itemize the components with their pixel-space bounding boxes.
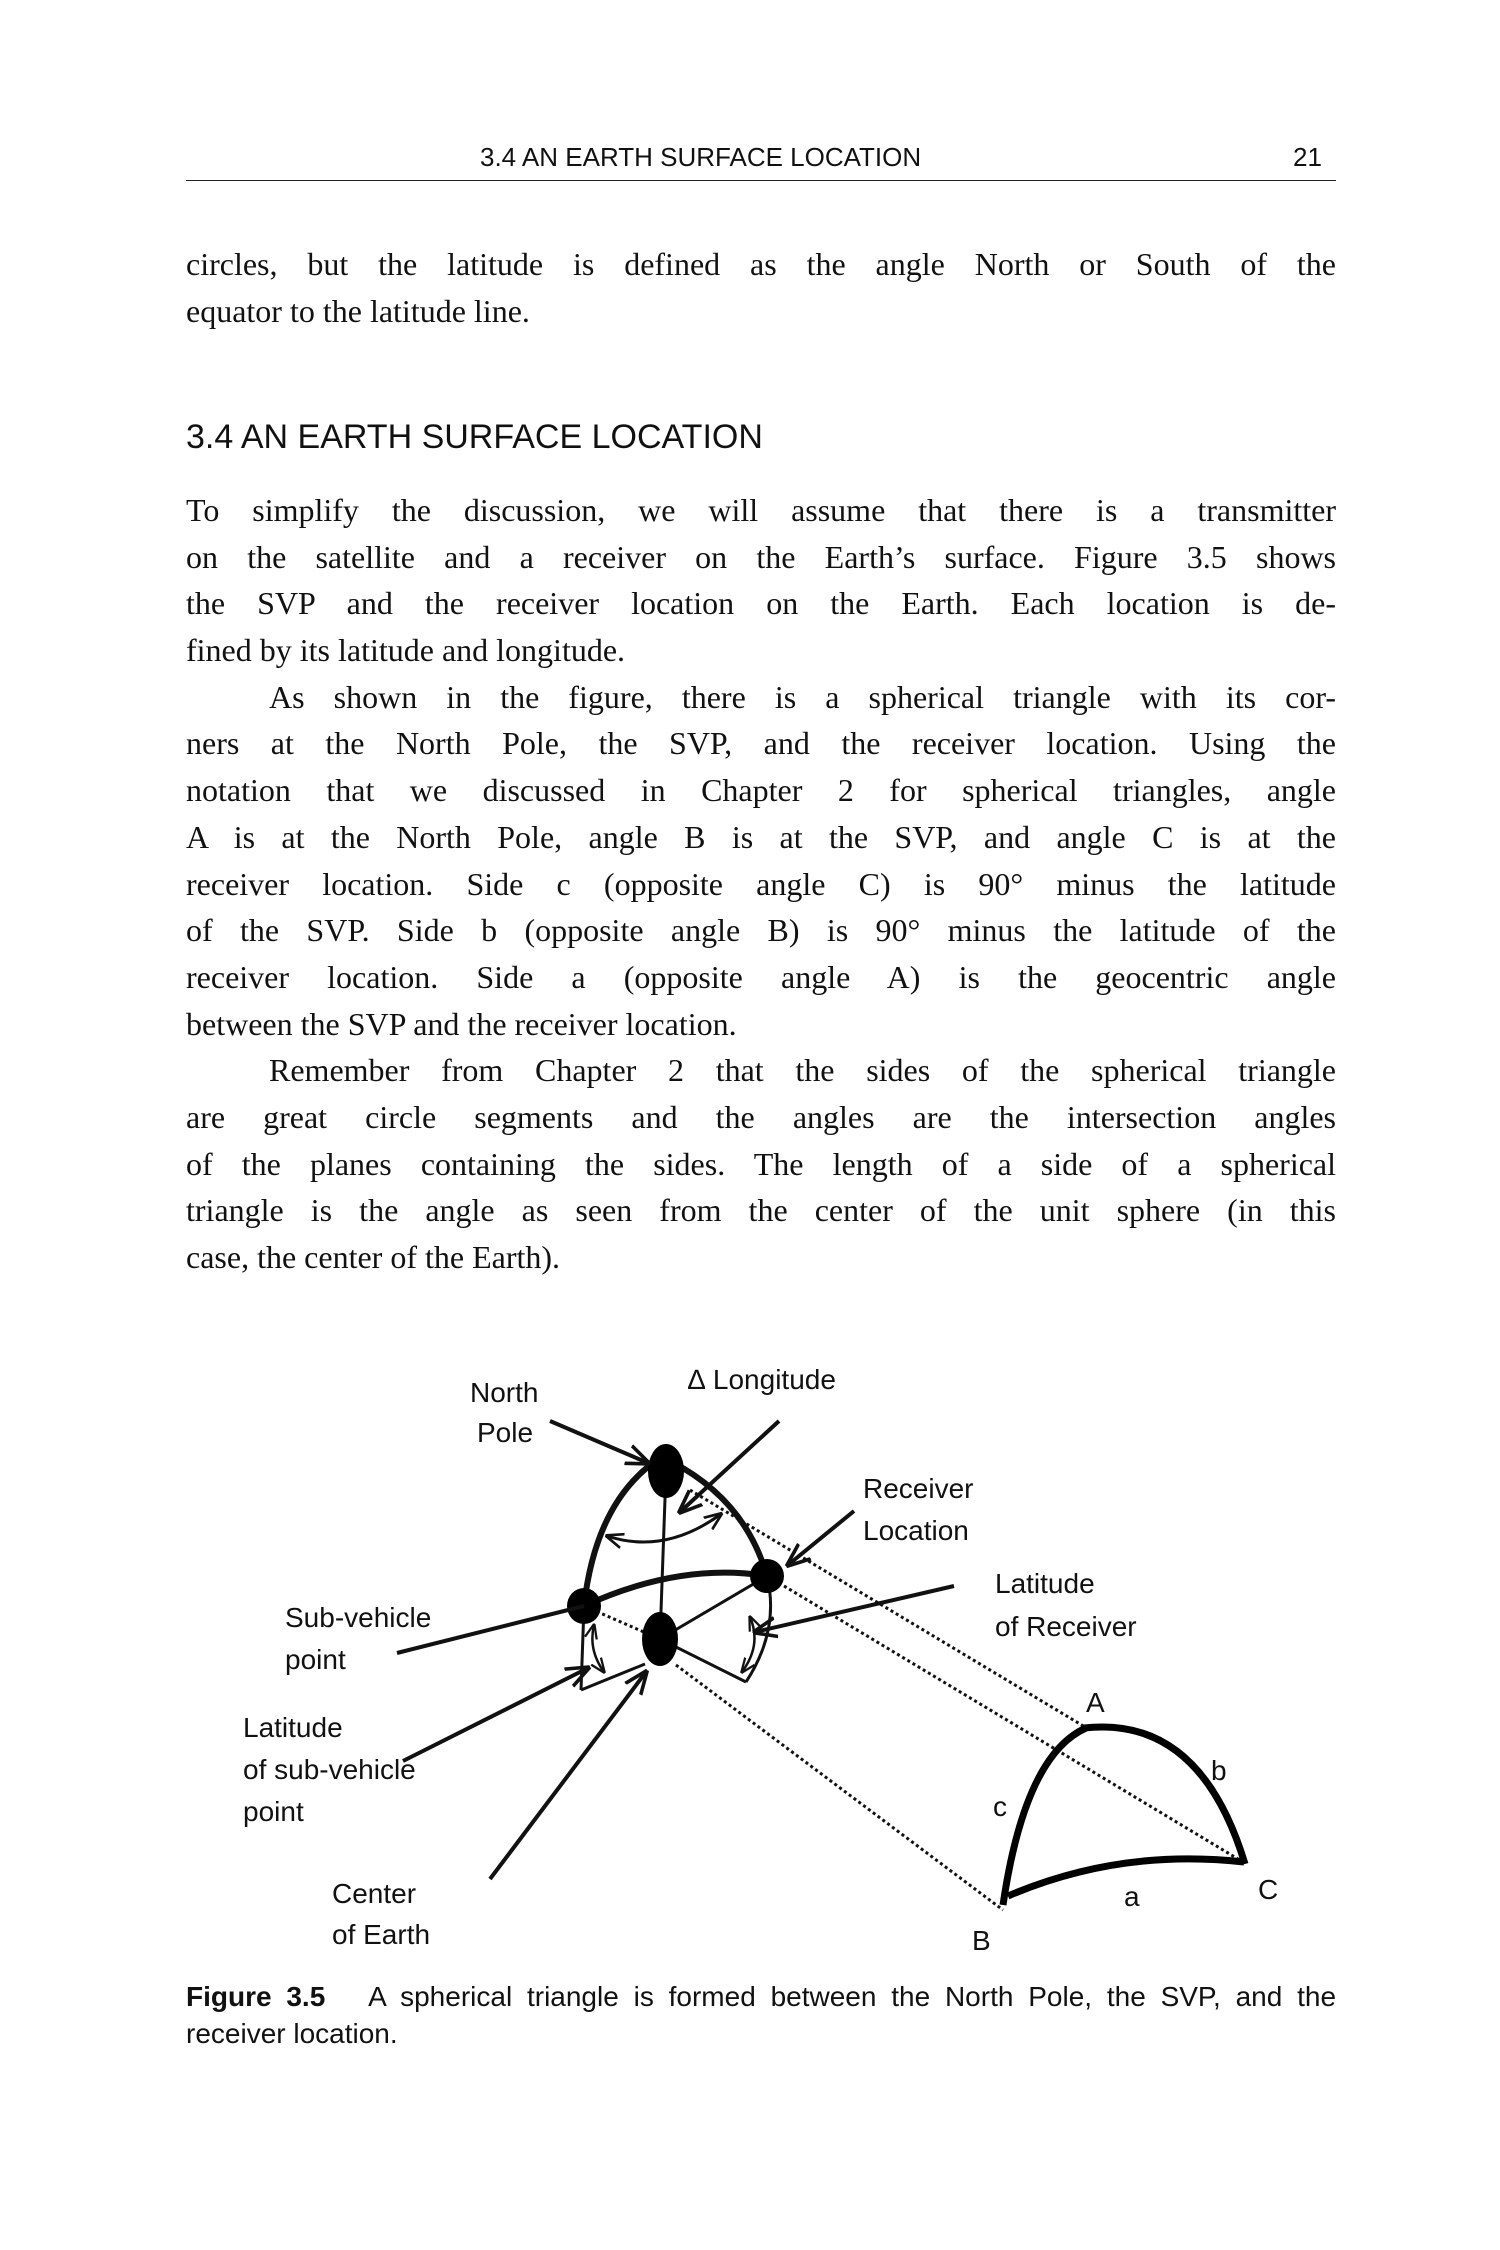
receiver-latitude-pointer: [755, 1586, 954, 1632]
label-of-receiver: of Receiver: [995, 1611, 1137, 1642]
text-line: ners at the North Pole, the SVP, and the receiver location. Using the: [186, 725, 1336, 762]
running-header: 3.4 AN EARTH SURFACE LOCATION: [480, 142, 922, 172]
label-of-earth: of Earth: [332, 1919, 431, 1950]
receiver-location-pointer: [788, 1511, 854, 1565]
label-sub-vehicle: Sub-vehicle: [285, 1602, 432, 1633]
north-pole-pointer: [550, 1421, 648, 1463]
center-of-earth-pointer: [490, 1672, 646, 1879]
text-line: receiver location. Side c (opposite angle C) is 90° minus the latitude: [186, 865, 1336, 902]
center-of-earth-dot: [642, 1612, 678, 1666]
caption-label: Figure 3.5: [186, 1981, 326, 2012]
section-heading: 3.4 AN EARTH SURFACE LOCATION: [186, 418, 763, 456]
text-line: between the SVP and the receiver location.: [186, 1005, 737, 1042]
north-pole-dot: [648, 1444, 684, 1498]
text-line: receiver location. Side a (opposite angle A) is the geocentric angle: [186, 958, 1336, 995]
receiver-dot: [750, 1559, 784, 1593]
vertex-B: B: [972, 1925, 991, 1956]
text-line: As shown in the figure, there is a spherical triangle with its cor-: [269, 678, 1336, 715]
text-line: notation that we discussed in Chapter 2 for spherical triangles, angle: [186, 772, 1336, 809]
text-line: equator to the latitude line.: [186, 292, 530, 329]
svp-latitude-arc: [592, 1625, 604, 1672]
figure-caption: [186, 1978, 1336, 2052]
side-label-a: a: [1124, 1881, 1140, 1912]
text-line: triangle is the angle as seen from the center of the unit sphere (in this: [186, 1192, 1336, 1229]
label-pole: Pole: [477, 1417, 534, 1448]
projection-line-b: [676, 1665, 1003, 1910]
text-line: the SVP and the receiver location on the Earth. Each location is de-: [186, 585, 1336, 622]
right-meridian: [672, 1462, 767, 1576]
label-delta-longitude: ∆ Longitude: [688, 1364, 836, 1395]
label-of-sub-vehicle: of sub-vehicle: [243, 1754, 416, 1785]
text-line: on the satellite and a receiver on the Earth’s surface. Figure 3.5 shows: [186, 538, 1336, 575]
text-line: of the SVP. Side b (opposite angle B) is 90° minus the latitude of the: [186, 912, 1336, 949]
side-b: [1084, 1727, 1245, 1864]
svp-latitude-pointer: [403, 1668, 588, 1761]
label-receiver: Receiver: [863, 1473, 974, 1504]
text-line: A is at the North Pole, angle B is at the SVP, and angle C is at the: [186, 818, 1336, 855]
text-line: circles, but the latitude is defined as the angle North or South of the: [186, 246, 1336, 282]
label-point-2: point: [243, 1796, 304, 1827]
text-line: Remember from Chapter 2 that the sides of the spherical triangle: [269, 1052, 1336, 1089]
label-north: North: [470, 1377, 539, 1408]
label-latitude-svp: Latitude: [243, 1712, 343, 1743]
vertex-C: C: [1258, 1874, 1279, 1905]
page-number: 21: [1293, 142, 1322, 172]
vertex-A: A: [1086, 1687, 1105, 1718]
label-center: Center: [332, 1878, 417, 1909]
caption-line: receiver location.: [186, 2018, 398, 2049]
label-latitude-receiver: Latitude: [995, 1568, 1095, 1599]
side-label-b: b: [1211, 1755, 1227, 1786]
side-label-c: c: [993, 1791, 1007, 1822]
caption-line: [186, 1978, 1336, 2015]
text-line: To simplify the discussion, we will assume that there is a transmitter: [186, 492, 1336, 528]
latitude-arc: [584, 1573, 767, 1606]
text-line: of the planes containing the sides. The length of a side of a spherical: [186, 1145, 1336, 1182]
text-line: are great circle segments and the angles are the intersection angles: [186, 1098, 1336, 1135]
delta-longitude-pointer: [680, 1421, 779, 1512]
text-line: case, the center of the Earth).: [186, 1239, 561, 1275]
label-location: Location: [863, 1515, 969, 1546]
label-point: point: [285, 1644, 346, 1675]
caption-text: A spherical triangle is formed between the North Pole, the SVP, and the: [368, 1981, 1337, 2012]
text-line: fined by its latitude and longitude.: [186, 632, 626, 669]
receiver-latitude-arc: [742, 1617, 755, 1672]
